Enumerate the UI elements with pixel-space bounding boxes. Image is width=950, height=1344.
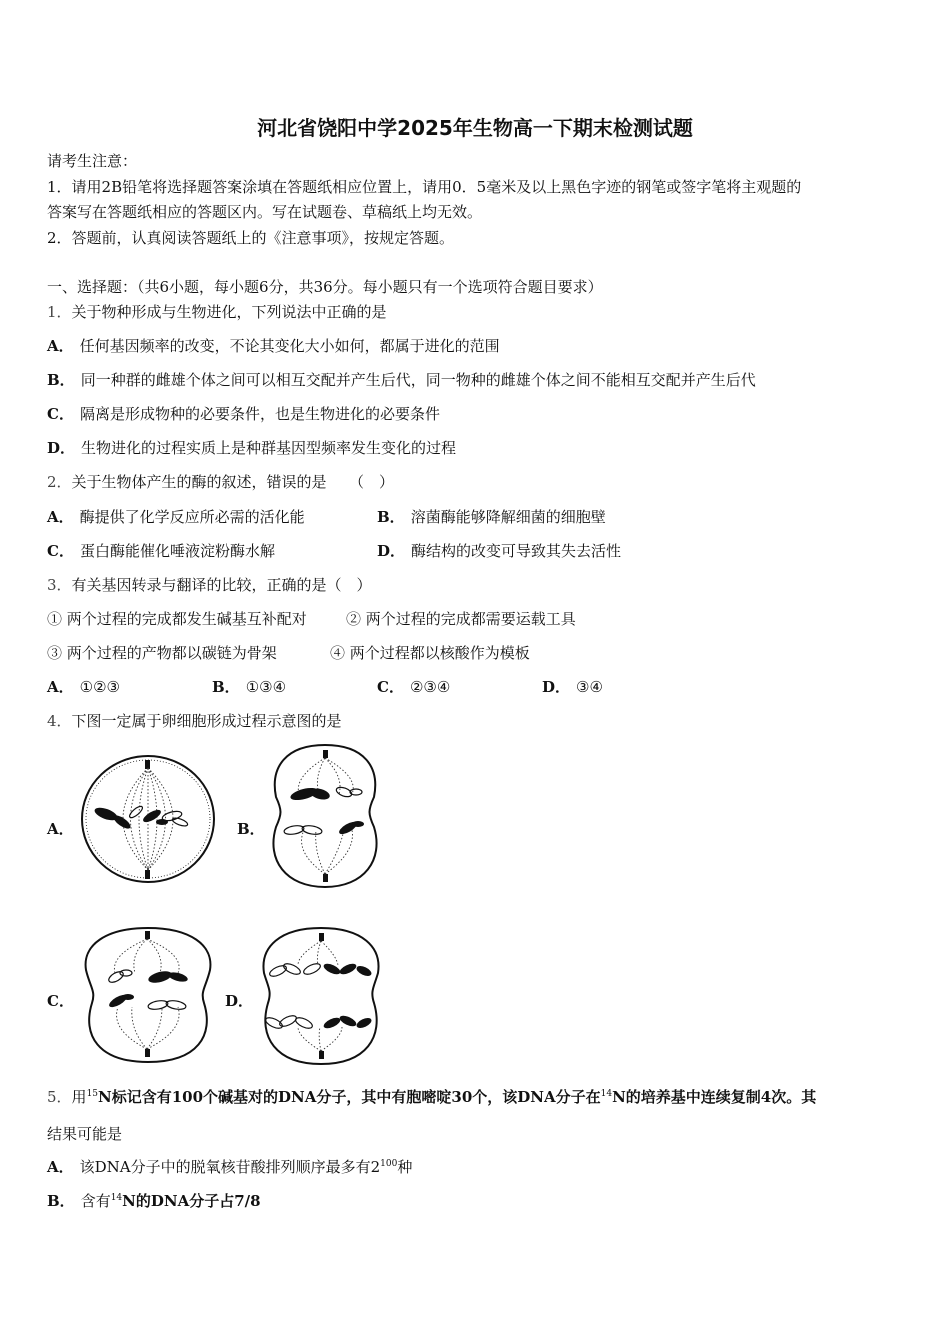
superscript: 14: [110, 1193, 123, 1203]
option-letter: C．: [47, 405, 74, 423]
option-letter: D．: [47, 439, 76, 457]
question-3-statement-1: ① 两个过程的完成都发生碱基互补配对: [47, 610, 307, 628]
superscript: 15: [86, 1089, 99, 1099]
option-letter: D．: [542, 678, 571, 696]
superscript: 100: [380, 1159, 398, 1169]
question-5-stem: [47, 1087, 816, 1107]
question-number: 4．: [47, 712, 72, 730]
question-3-option-a: [47, 677, 120, 697]
option-letter: A．: [47, 1158, 74, 1176]
question-1-option-d: [47, 438, 456, 458]
question-1-option-c: [47, 404, 440, 424]
question-text: 有关基因转录与翻译的比较，正确的是（ ）: [71, 576, 372, 594]
figure-b-label: B．: [237, 820, 265, 838]
notice-item-2: 2．答题前，认真阅读答题纸上的《注意事项》，按规定答题。: [47, 229, 455, 247]
figure-d-label: D．: [225, 992, 254, 1010]
option-letter: B．: [377, 508, 405, 526]
option-text: 酶提供了化学反应所必需的活化能: [79, 508, 305, 526]
figure-a-cell-diagram: [78, 752, 218, 886]
question-5-option-a: [47, 1157, 412, 1177]
question-text: 用: [71, 1088, 87, 1106]
option-letter: B．: [47, 1192, 75, 1210]
question-5-stem-continued: 结果可能是: [47, 1125, 123, 1143]
figure-c-cell-diagram: [80, 925, 216, 1065]
question-1-option-b: [47, 370, 756, 390]
question-1-stem: [47, 302, 387, 322]
option-text: 溶菌酶能够降解细菌的细胞壁: [410, 508, 606, 526]
question-1-option-a: [47, 336, 500, 356]
question-text: 下图一定属于卵细胞形成过程示意图的是: [71, 712, 342, 730]
question-number: 2．: [47, 473, 72, 491]
question-text: N的培养基中连续复制4次。其: [612, 1088, 817, 1106]
option-text: ①②③: [79, 678, 120, 696]
option-text: 任何基因频率的改变，不论其变化大小如何，都属于进化的范围: [79, 337, 500, 355]
option-text: 同一种群的雌雄个体之间可以相互交配并产生后代，同一物种的雌雄个体之间不能相互交配并产生后代: [80, 371, 756, 389]
superscript: 14: [600, 1089, 613, 1099]
question-3-statement-4: ④ 两个过程都以核酸作为模板: [330, 644, 530, 662]
option-text: ③④: [576, 678, 603, 696]
question-3-option-d: [542, 677, 603, 697]
question-3-statement-3: ③ 两个过程的产物都以碳链为骨架: [47, 644, 277, 662]
question-text: 关于生物体产生的酶的叙述，错误的是 （ ）: [71, 473, 395, 491]
option-letter: B．: [47, 371, 75, 389]
option-text: 蛋白酶能催化唾液淀粉酶水解: [79, 542, 275, 560]
question-4-stem: [47, 711, 342, 731]
notice-heading: 请考生注意：: [47, 152, 138, 170]
option-text: ②③④: [409, 678, 451, 696]
option-letter: C．: [377, 678, 404, 696]
question-3-statement-2: ② 两个过程的完成都需要运载工具: [346, 610, 576, 628]
question-number: 1．: [47, 303, 72, 321]
question-3-option-c: [377, 677, 450, 697]
figure-a-label: A．: [47, 820, 74, 838]
notice-item-1a: 1．请用2B铅笔将选择题答案涂填在答题纸相应位置上，请用0．5毫米及以上黑色字迹的钢笔或签字笔将主观题的: [47, 178, 802, 196]
question-2-option-a: [47, 507, 305, 527]
figure-b-cell-diagram: [264, 742, 386, 890]
option-text: ①③④: [245, 678, 287, 696]
option-letter: C．: [47, 542, 74, 560]
figure-d-cell-diagram: [258, 925, 384, 1067]
question-number: 5．: [47, 1088, 72, 1106]
question-text: 关于物种形成与生物进化，下列说法中正确的是: [71, 303, 387, 321]
option-text: 种: [397, 1158, 413, 1176]
option-letter: A．: [47, 508, 74, 526]
option-text: N的DNA分子占7/8: [122, 1192, 261, 1210]
question-2-option-c: [47, 541, 275, 561]
question-3-option-b: [212, 677, 286, 697]
question-3-stem: [47, 575, 372, 595]
question-2-stem: [47, 472, 394, 492]
notice-item-1b: 答案写在答题纸相应的答题区内。写在试题卷、草稿纸上均无效。: [47, 203, 483, 221]
option-letter: B．: [212, 678, 240, 696]
option-text: 隔离是形成物种的必要条件，也是生物进化的必要条件: [79, 405, 440, 423]
question-number: 3．: [47, 576, 72, 594]
figure-c-label: C．: [47, 992, 74, 1010]
question-2-option-b: [377, 507, 606, 527]
page-title: 河北省饶阳中学2025年生物高一下期末检测试题: [257, 116, 693, 140]
option-text: 该DNA分子中的脱氧核苷酸排列顺序最多有2: [79, 1158, 381, 1176]
option-text: 酶结构的改变可导致其失去活性: [411, 542, 622, 560]
section-heading: 一、选择题：（共6小题，每小题6分，共36分。每小题只有一个选项符合题目要求）: [47, 278, 603, 296]
option-letter: D．: [377, 542, 406, 560]
option-letter: A．: [47, 337, 74, 355]
option-letter: A．: [47, 678, 74, 696]
question-2-option-d: [377, 541, 621, 561]
question-text: N标记含有100个碱基对的DNA分子，其中有胞嘧啶30个，该DNA分子在: [98, 1088, 601, 1106]
question-5-option-b: [47, 1191, 261, 1211]
option-text: 生物进化的过程实质上是种群基因型频率发生变化的过程: [81, 439, 457, 457]
option-text: 含有: [80, 1192, 111, 1210]
